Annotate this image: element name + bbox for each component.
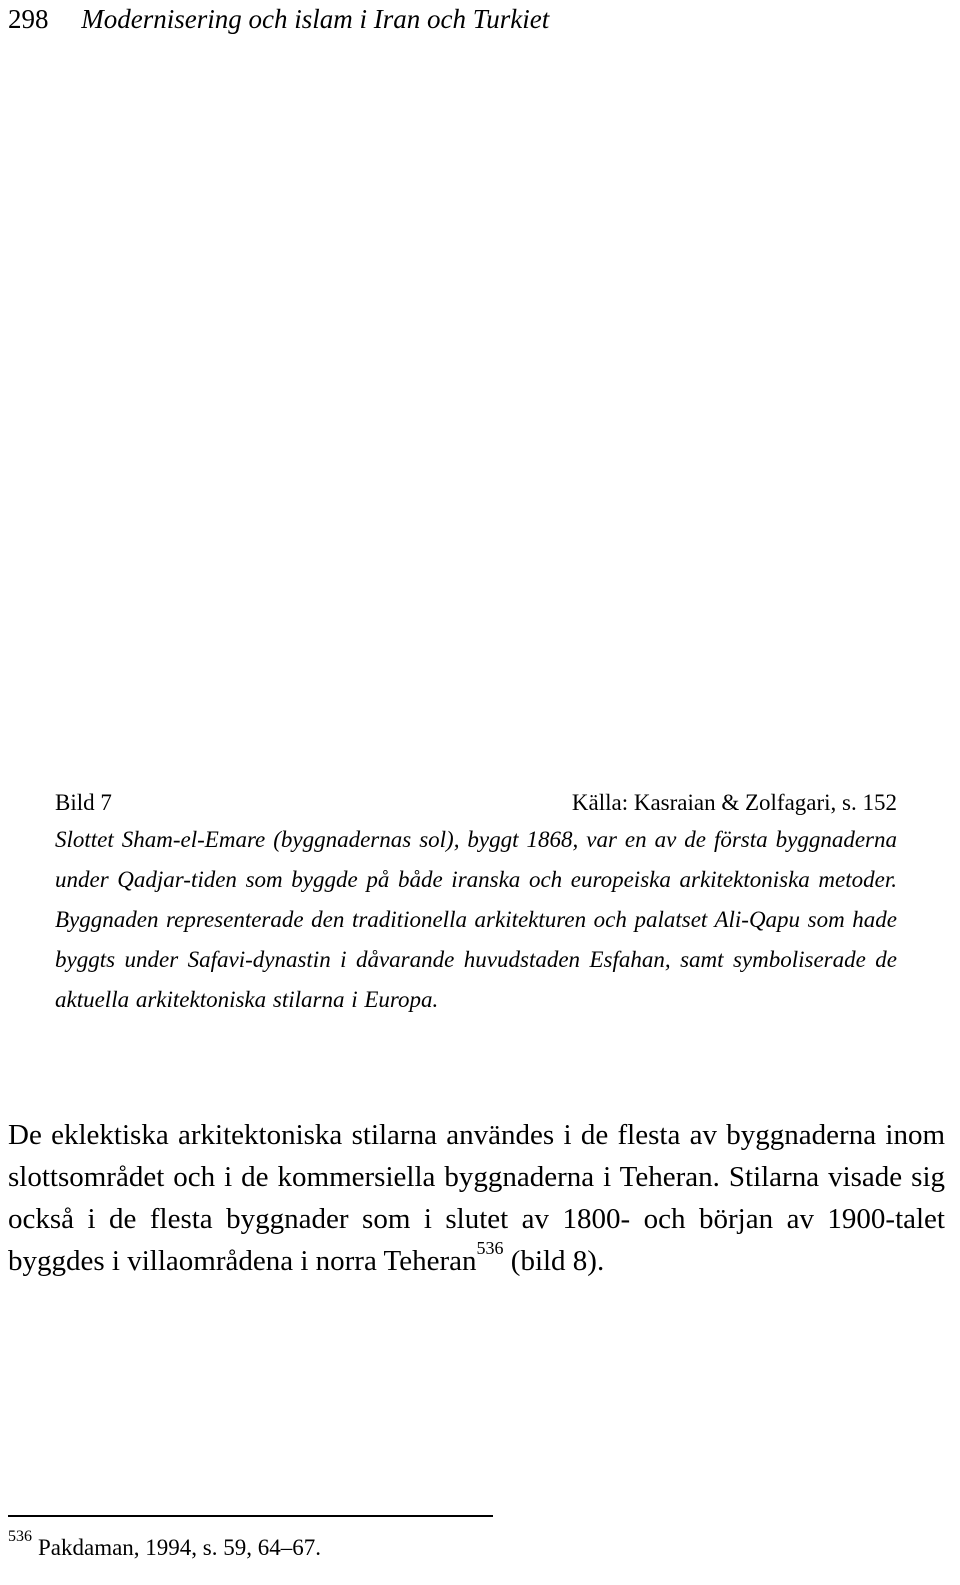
running-title: Modernisering och islam i Iran och Turkiet: [81, 4, 550, 34]
body-paragraph-text: De eklektiska arkitektoniska stilarna användes i de flesta av byggnaderna inom slottsområdet och i de kommersiella byggnaderna i Teheran. Stilarna visade sig också i de flesta byggnader som i slutet av 1800- och början av 1900-talet byggdes i villaområdena i norra Teheran: [8, 1119, 945, 1277]
figure-caption: Slottet Sham-el-Emare (byggnadernas sol), byggt 1868, var en av de första byggnaderna under Qadjar-tiden som byggde på både iranska och europeiska arkitektoniska metoder. Byggnaden representerade den traditionella arkitekturen och palatset Ali-Qapu som hade byggts under Safavi-dynastin i dåvarande huvudstaden Esfahan, samt symboliserade de aktuella arkitektoniska stilarna i Europa.: [55, 827, 897, 1012]
footnote-reference[interactable]: 536: [476, 1238, 504, 1258]
body-paragraph: [8, 1114, 945, 1282]
body-paragraph-end: (bild 8).: [503, 1245, 605, 1277]
footnote: [8, 1528, 321, 1568]
footnote-number: 536: [8, 1528, 32, 1545]
figure-caption-header: [55, 786, 897, 820]
figure-label: Bild 7: [55, 790, 112, 815]
footnote-divider: [8, 1515, 493, 1517]
figure-source: Källa: Kasraian & Zolfagari, s. 152: [571, 790, 897, 815]
page-number: 298: [8, 4, 49, 34]
footnote-text: Pakdaman, 1994, s. 59, 64–67.: [38, 1535, 322, 1560]
page-header: [8, 2, 549, 36]
figure-image-area: [55, 60, 897, 770]
